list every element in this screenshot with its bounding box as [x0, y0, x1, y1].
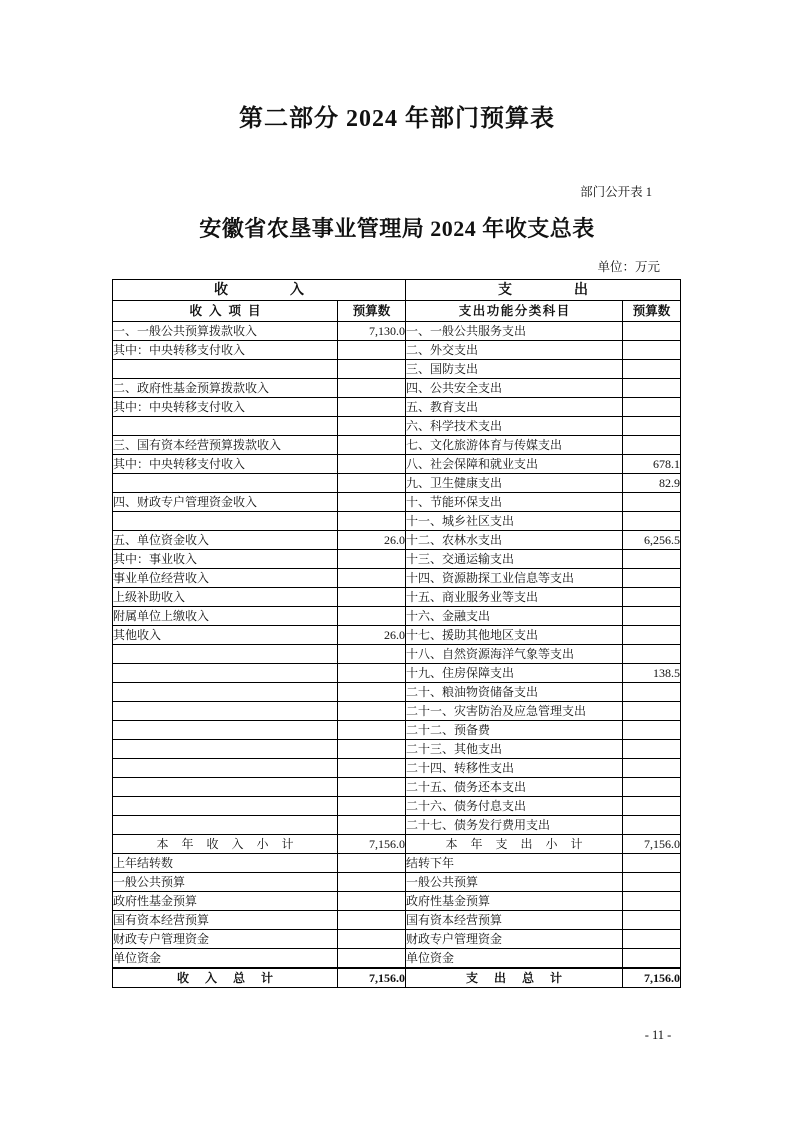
income-value-cell [338, 740, 406, 759]
expense-item-cell: 政府性基金预算 [406, 892, 623, 911]
expense-item-cell: 十九、住房保障支出 [406, 664, 623, 683]
budget-row [113, 816, 681, 835]
income-item-cell [113, 721, 338, 740]
expense-item-cell: 十五、商业服务业等支出 [406, 588, 623, 607]
budget-row [113, 341, 681, 360]
income-item-cell: 上年结转数 [113, 854, 338, 873]
expense-item-cell: 十六、金融支出 [406, 607, 623, 626]
budget-row [113, 569, 681, 588]
expense-item-cell: 二十三、其他支出 [406, 740, 623, 759]
expense-budget-column-header: 预算数 [623, 301, 681, 322]
income-value-cell [338, 398, 406, 417]
expense-item-cell: 一般公共预算 [406, 873, 623, 892]
budget-row [113, 379, 681, 398]
income-item-cell: 二、政府性基金预算拨款收入 [113, 379, 338, 398]
income-item-cell [113, 740, 338, 759]
income-item-cell [113, 778, 338, 797]
budget-row [113, 512, 681, 531]
expense-item-cell: 十三、交通运输支出 [406, 550, 623, 569]
income-item-column-header: 收入项目 [113, 301, 338, 322]
budget-row [113, 740, 681, 759]
expense-item-cell: 十一、城乡社区支出 [406, 512, 623, 531]
expense-item-cell: 二十、粮油物资储备支出 [406, 683, 623, 702]
budget-row [113, 531, 681, 550]
income-value-cell [338, 436, 406, 455]
income-item-cell: 其中：事业收入 [113, 550, 338, 569]
expense-value-cell [623, 607, 681, 626]
expense-value-cell [623, 417, 681, 436]
expense-group-header: 支出 [406, 280, 681, 301]
expense-value-cell [623, 873, 681, 892]
income-value-cell [338, 873, 406, 892]
income-item-cell [113, 702, 338, 721]
income-value-cell [338, 759, 406, 778]
income-item-cell: 四、财政专户管理资金收入 [113, 493, 338, 512]
budget-row [113, 797, 681, 816]
expense-item-cell: 一、一般公共服务支出 [406, 322, 623, 341]
budget-row [113, 645, 681, 664]
income-value-cell [338, 930, 406, 949]
expense-value-cell [623, 588, 681, 607]
expense-value-cell [623, 816, 681, 835]
income-value-cell [338, 664, 406, 683]
expense-item-cell: 四、公共安全支出 [406, 379, 623, 398]
income-value-cell [338, 721, 406, 740]
expense-item-cell: 二十五、债务还本支出 [406, 778, 623, 797]
expense-item-cell: 十、节能环保支出 [406, 493, 623, 512]
expense-value-cell [623, 626, 681, 645]
income-value-cell [338, 379, 406, 398]
income-value-cell [338, 550, 406, 569]
expense-value-cell [623, 949, 681, 969]
expense-item-cell: 六、科学技术支出 [406, 417, 623, 436]
expense-value-cell [623, 569, 681, 588]
budget-row [113, 778, 681, 797]
expense-value-cell [623, 911, 681, 930]
income-value-cell: 7,156.0 [338, 968, 406, 988]
income-item-cell: 政府性基金预算 [113, 892, 338, 911]
expense-value-cell [623, 740, 681, 759]
income-item-cell: 附属单位上缴收入 [113, 607, 338, 626]
budget-table [112, 279, 681, 988]
income-value-cell [338, 474, 406, 493]
income-value-cell [338, 588, 406, 607]
income-value-cell: 26.0 [338, 626, 406, 645]
income-item-cell [113, 759, 338, 778]
expense-item-cell: 二十四、转移性支出 [406, 759, 623, 778]
budget-row [113, 949, 681, 969]
income-item-cell: 国有资本经营预算 [113, 911, 338, 930]
budget-row [113, 626, 681, 645]
expense-item-cell: 二十七、债务发行费用支出 [406, 816, 623, 835]
part-title: 第二部分 2024 年部门预算表 [239, 106, 555, 132]
expense-item-cell: 二十一、灾害防治及应急管理支出 [406, 702, 623, 721]
income-item-cell: 其中：中央转移支付收入 [113, 455, 338, 474]
budget-row [113, 493, 681, 512]
expense-value-cell: 678.1 [623, 455, 681, 474]
budget-row [113, 968, 681, 988]
budget-row [113, 360, 681, 379]
income-item-cell: 财政专户管理资金 [113, 930, 338, 949]
table-title: 安徽省农垦事业管理局 2024 年收支总表 [199, 216, 595, 241]
expense-item-cell: 国有资本经营预算 [406, 911, 623, 930]
expense-item-column-header: 支出功能分类科目 [406, 301, 623, 322]
expense-value-cell [623, 493, 681, 512]
income-item-cell: 三、国有资本经营预算拨款收入 [113, 436, 338, 455]
income-item-cell [113, 645, 338, 664]
expense-item-cell: 结转下年 [406, 854, 623, 873]
expense-value-cell [623, 683, 681, 702]
budget-row [113, 911, 681, 930]
expense-item-cell: 财政专户管理资金 [406, 930, 623, 949]
budget-row [113, 892, 681, 911]
budget-row [113, 455, 681, 474]
income-value-cell [338, 360, 406, 379]
budget-row [113, 930, 681, 949]
income-item-cell: 事业单位经营收入 [113, 569, 338, 588]
expense-item-cell: 二、外交支出 [406, 341, 623, 360]
income-value-cell: 7,156.0 [338, 835, 406, 854]
income-item-cell: 其中：中央转移支付收入 [113, 341, 338, 360]
budget-row [113, 588, 681, 607]
income-value-cell [338, 455, 406, 474]
budget-row [113, 322, 681, 341]
expense-value-cell [623, 436, 681, 455]
income-item-cell: 收入总计 [113, 968, 338, 988]
expense-value-cell [623, 759, 681, 778]
income-item-cell: 上级补助收入 [113, 588, 338, 607]
income-item-cell [113, 512, 338, 531]
budget-row [113, 607, 681, 626]
income-item-cell: 本年收入小计 [113, 835, 338, 854]
income-item-cell [113, 664, 338, 683]
expense-value-cell: 7,156.0 [623, 968, 681, 988]
income-budget-column-header: 预算数 [338, 301, 406, 322]
expense-value-cell [623, 341, 681, 360]
income-group-header: 收入 [113, 280, 406, 301]
expense-item-cell: 十七、援助其他地区支出 [406, 626, 623, 645]
income-value-cell [338, 417, 406, 436]
budget-row [113, 436, 681, 455]
expense-value-cell [623, 721, 681, 740]
expense-item-cell: 二十六、债务付息支出 [406, 797, 623, 816]
budget-row [113, 474, 681, 493]
income-item-cell [113, 683, 338, 702]
income-value-cell [338, 854, 406, 873]
expense-value-cell [623, 892, 681, 911]
budget-row [113, 702, 681, 721]
income-value-cell [338, 702, 406, 721]
expense-value-cell [623, 512, 681, 531]
expense-item-cell: 二十二、预备费 [406, 721, 623, 740]
income-value-cell [338, 911, 406, 930]
income-item-cell: 一、一般公共预算拨款收入 [113, 322, 338, 341]
expense-value-cell: 6,256.5 [623, 531, 681, 550]
expense-value-cell [623, 778, 681, 797]
income-value-cell [338, 493, 406, 512]
budget-row [113, 854, 681, 873]
budget-row [113, 835, 681, 854]
budget-row [113, 417, 681, 436]
budget-row [113, 664, 681, 683]
expense-item-cell: 九、卫生健康支出 [406, 474, 623, 493]
expense-item-cell: 八、社会保障和就业支出 [406, 455, 623, 474]
budget-row [113, 550, 681, 569]
income-value-cell [338, 607, 406, 626]
expense-value-cell: 138.5 [623, 664, 681, 683]
expense-item-cell: 十二、农林水支出 [406, 531, 623, 550]
expense-value-cell [623, 854, 681, 873]
expense-value-cell [623, 930, 681, 949]
expense-item-cell: 七、文化旅游体育与传媒支出 [406, 436, 623, 455]
expense-value-cell [623, 322, 681, 341]
income-value-cell [338, 341, 406, 360]
unit-label: 单位：万元 [597, 260, 660, 274]
income-value-cell [338, 816, 406, 835]
expense-item-cell: 三、国防支出 [406, 360, 623, 379]
budget-row [113, 873, 681, 892]
income-item-cell [113, 360, 338, 379]
page-number: - 11 - [644, 1028, 672, 1042]
expense-item-cell: 单位资金 [406, 949, 623, 969]
income-value-cell [338, 569, 406, 588]
income-item-cell [113, 474, 338, 493]
income-item-cell: 其中：中央转移支付收入 [113, 398, 338, 417]
income-value-cell [338, 512, 406, 531]
budget-row [113, 398, 681, 417]
group-header-row [113, 280, 681, 301]
expense-value-cell: 7,156.0 [623, 835, 681, 854]
expense-value-cell [623, 797, 681, 816]
expense-value-cell [623, 702, 681, 721]
budget-row [113, 759, 681, 778]
expense-value-cell [623, 550, 681, 569]
income-item-cell: 单位资金 [113, 949, 338, 969]
doc-label: 部门公开表 1 [580, 185, 652, 199]
expense-item-cell: 十四、资源勘探工业信息等支出 [406, 569, 623, 588]
income-value-cell [338, 892, 406, 911]
income-item-cell: 五、单位资金收入 [113, 531, 338, 550]
expense-item-cell: 本年支出小计 [406, 835, 623, 854]
expense-value-cell: 82.9 [623, 474, 681, 493]
income-item-cell [113, 797, 338, 816]
expense-item-cell: 五、教育支出 [406, 398, 623, 417]
income-item-cell: 一般公共预算 [113, 873, 338, 892]
income-item-cell [113, 417, 338, 436]
budget-row [113, 683, 681, 702]
column-header-row [113, 301, 681, 322]
expense-value-cell [623, 398, 681, 417]
budget-row [113, 721, 681, 740]
income-value-cell: 26.0 [338, 531, 406, 550]
income-item-cell: 其他收入 [113, 626, 338, 645]
income-item-cell [113, 816, 338, 835]
income-value-cell [338, 778, 406, 797]
expense-value-cell [623, 360, 681, 379]
expense-item-cell: 十八、自然资源海洋气象等支出 [406, 645, 623, 664]
expense-value-cell [623, 379, 681, 398]
income-value-cell [338, 797, 406, 816]
income-value-cell [338, 949, 406, 969]
income-value-cell: 7,130.0 [338, 322, 406, 341]
income-value-cell [338, 683, 406, 702]
table-body [113, 322, 681, 988]
expense-item-cell: 支出总计 [406, 968, 623, 988]
expense-value-cell [623, 645, 681, 664]
income-value-cell [338, 645, 406, 664]
